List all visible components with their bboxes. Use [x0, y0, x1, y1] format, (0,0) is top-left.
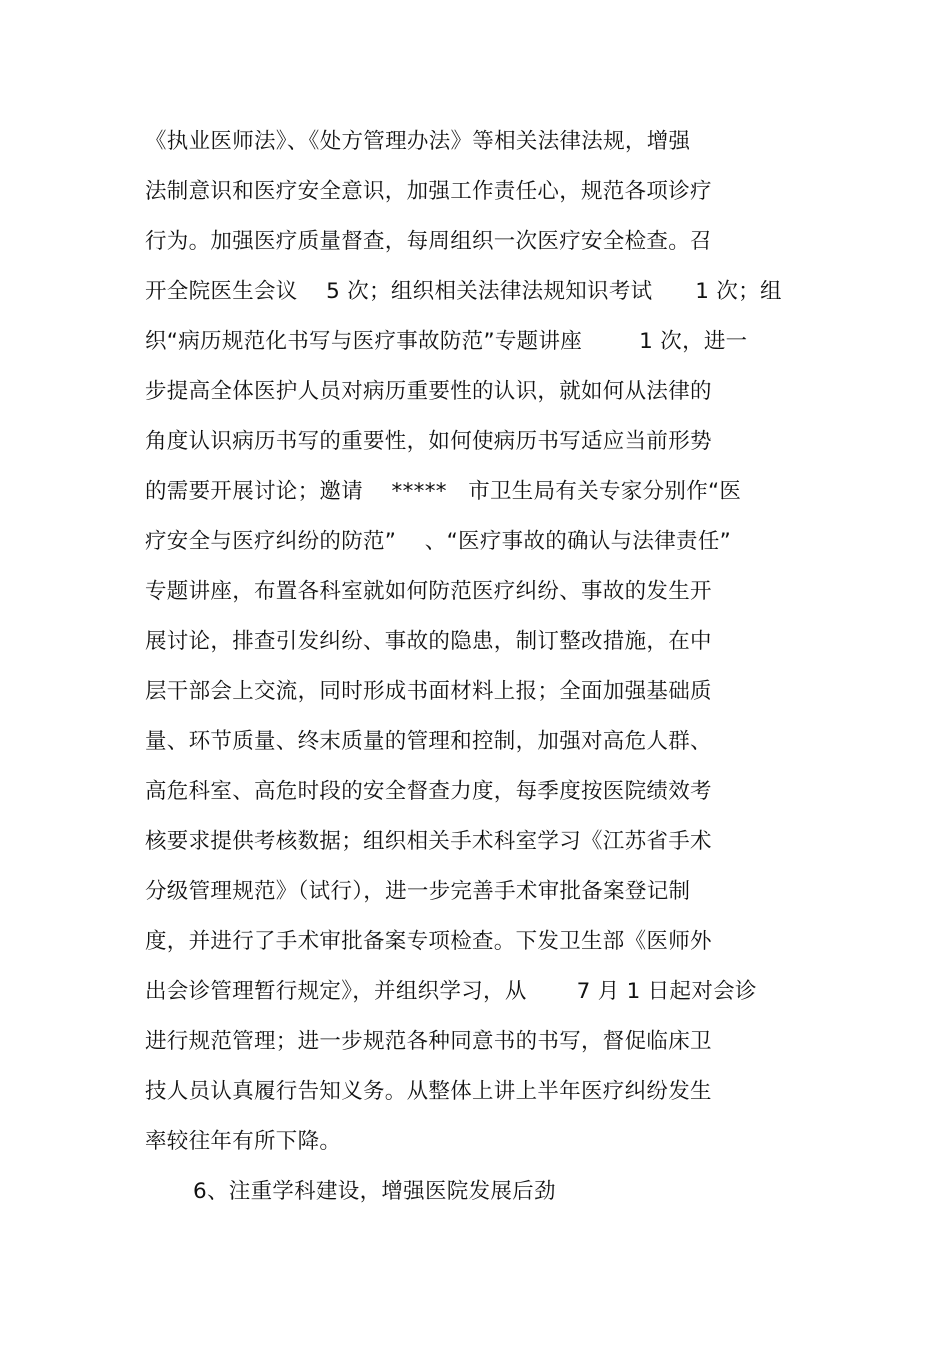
paragraph-line: 的需要开展讨论；邀请 ***** 市卫生局有关专家分别作“医 — [145, 479, 742, 504]
paragraph-line: 织“病历规范化书写与医疗事故防范”专题讲座 1 次，进一 — [145, 329, 748, 354]
paragraph-line: 量、环节质量、终末质量的管理和控制，加强对高危人群、 — [145, 729, 712, 754]
paragraph-line: 出会诊管理暂行规定》，并组织学习，从 7 月 1 日起对会诊 — [145, 979, 757, 1004]
paragraph-line: 分级管理规范》（试行），进一步完善手术审批备案登记制 — [145, 879, 691, 904]
paragraph-line: 技人员认真履行告知义务。从整体上讲上半年医疗纠纷发生 — [145, 1079, 712, 1104]
paragraph-line: 专题讲座，布置各科室就如何防范医疗纠纷、事故的发生开 — [145, 579, 712, 604]
paragraph-line: 开全院医生会议 5 次；组织相关法律法规知识考试 1 次；组 — [145, 279, 782, 304]
paragraph-line: 高危科室、高危时段的安全督查力度，每季度按医院绩效考 — [145, 779, 712, 804]
paragraph-line: 核要求提供考核数据；组织相关手术科室学习《江苏省手术 — [145, 829, 712, 854]
paragraph-line: 《执业医师法》、《处方管理办法》等相关法律法规，增强 — [145, 129, 691, 154]
paragraph-line: 进行规范管理；进一步规范各种同意书的书写，督促临床卫 — [145, 1029, 712, 1054]
paragraph-line: 率较往年有所下降。 — [145, 1129, 342, 1154]
paragraph-line: 层干部会上交流，同时形成书面材料上报；全面加强基础质 — [145, 679, 712, 704]
paragraph-line: 法制意识和医疗安全意识，加强工作责任心，规范各项诊疗 — [145, 179, 712, 204]
paragraph-line: 行为。加强医疗质量督查，每周组织一次医疗安全检查。召 — [145, 229, 712, 254]
paragraph-line: 度，并进行了手术审批备案专项检查。下发卫生部《医师外 — [145, 929, 712, 954]
section-heading: 6、注重学科建设，增强医院发展后劲 — [193, 1179, 556, 1204]
paragraph-line: 展讨论，排查引发纠纷、事故的隐患，制订整改措施，在中 — [145, 629, 712, 654]
paragraph-line: 角度认识病历书写的重要性，如何使病历书写适应当前形势 — [145, 429, 712, 454]
paragraph-line: 疗安全与医疗纠纷的防范” 、“医疗事故的确认与法律责任” — [145, 529, 732, 554]
paragraph-line: 步提高全体医护人员对病历重要性的认识，就如何从法律的 — [145, 379, 712, 404]
